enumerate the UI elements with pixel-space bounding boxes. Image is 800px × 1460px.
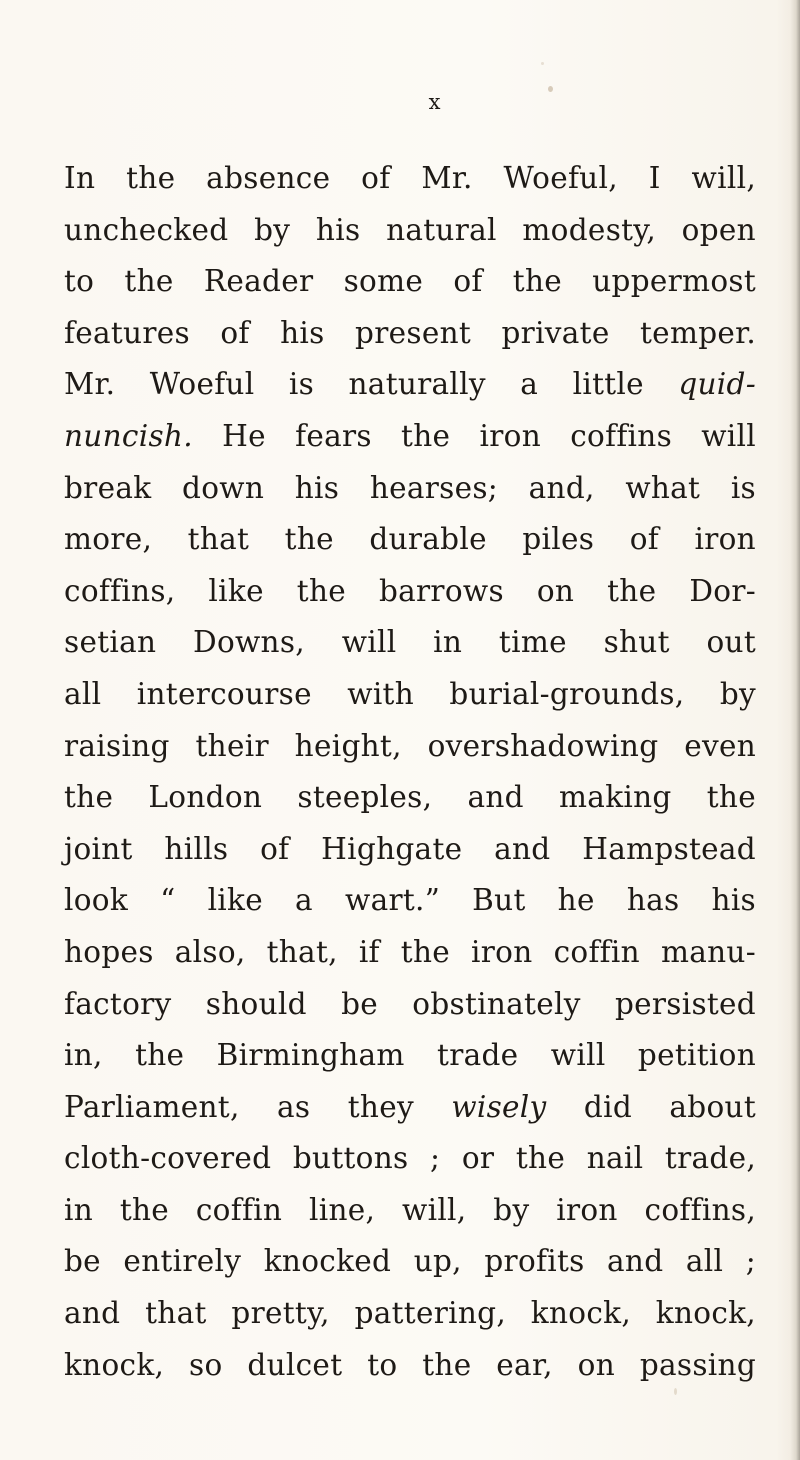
text-line — [64, 256, 756, 308]
text-line — [64, 463, 756, 515]
text-line — [64, 205, 756, 257]
text-segment: setian Downs, will in time shut out — [64, 625, 756, 660]
text-line — [64, 772, 756, 824]
text-segment: factory should be obstinately persisted — [64, 986, 756, 1021]
text-segment: did about — [546, 1089, 756, 1124]
text-line — [64, 875, 756, 927]
text-segment: He fears the iron coffins will — [192, 418, 756, 453]
text-segment: joint hills of Highgate and Hampstead — [64, 831, 756, 866]
text-line — [64, 1236, 756, 1288]
text-line — [64, 411, 756, 463]
text-segment: unchecked by his natural modesty, open — [64, 212, 756, 247]
body-text — [64, 153, 756, 1391]
italic-text: quid- — [678, 367, 756, 402]
text-line — [64, 1133, 756, 1185]
text-segment: to the Reader some of the uppermost — [64, 264, 756, 299]
text-segment: Parliament, as they — [64, 1089, 452, 1124]
text-line — [64, 721, 756, 773]
text-line — [64, 1340, 756, 1392]
text-segment: be entirely knocked up, profits and all ; — [64, 1244, 756, 1279]
text-segment: and that pretty, pattering, knock, knock, — [64, 1296, 756, 1331]
text-line — [64, 927, 756, 979]
text-line — [64, 669, 756, 721]
text-line — [64, 153, 756, 205]
text-line — [64, 1185, 756, 1237]
text-segment: break down his hearses; and, what is — [64, 470, 756, 505]
text-line — [64, 359, 756, 411]
text-segment: the London steeples, and making the — [64, 780, 756, 815]
text-segment: look “ like a wart.” But he has his — [64, 883, 756, 918]
text-segment: coffins, like the barrows on the Dor- — [64, 573, 756, 608]
text-line — [64, 1082, 756, 1134]
text-segment: more, that the durable piles of iron — [64, 522, 756, 557]
text-segment: features of his present private temper. — [64, 315, 756, 350]
italic-text: wisely — [451, 1089, 547, 1124]
text-segment: in, the Birmingham trade will petition — [64, 1038, 756, 1073]
text-segment: knock, so dulcet to the ear, on passing — [64, 1347, 756, 1382]
text-line — [64, 617, 756, 669]
text-line — [64, 1288, 756, 1340]
page-number: x — [428, 90, 442, 114]
italic-text: nuncish. — [64, 418, 193, 453]
text-line — [64, 1030, 756, 1082]
text-line — [64, 824, 756, 876]
paper-speck — [541, 62, 544, 65]
text-segment: raising their height, overshadowing even — [64, 728, 756, 763]
text-segment: in the coffin line, will, by iron coffins, — [64, 1192, 756, 1227]
text-line — [64, 308, 756, 360]
text-segment: cloth-covered buttons ; or the nail trade, — [64, 1141, 756, 1176]
text-segment: hopes also, that, if the iron coffin manu- — [64, 934, 756, 969]
text-line — [64, 514, 756, 566]
text-segment: In the absence of Mr. Woeful, I will, — [64, 161, 756, 195]
text-line — [64, 979, 756, 1031]
text-segment: all intercourse with burial-grounds, by — [64, 676, 756, 711]
page-edge-shadow — [790, 0, 800, 1460]
text-line — [64, 566, 756, 618]
text-segment: Mr. Woeful is naturally a little — [64, 367, 679, 402]
